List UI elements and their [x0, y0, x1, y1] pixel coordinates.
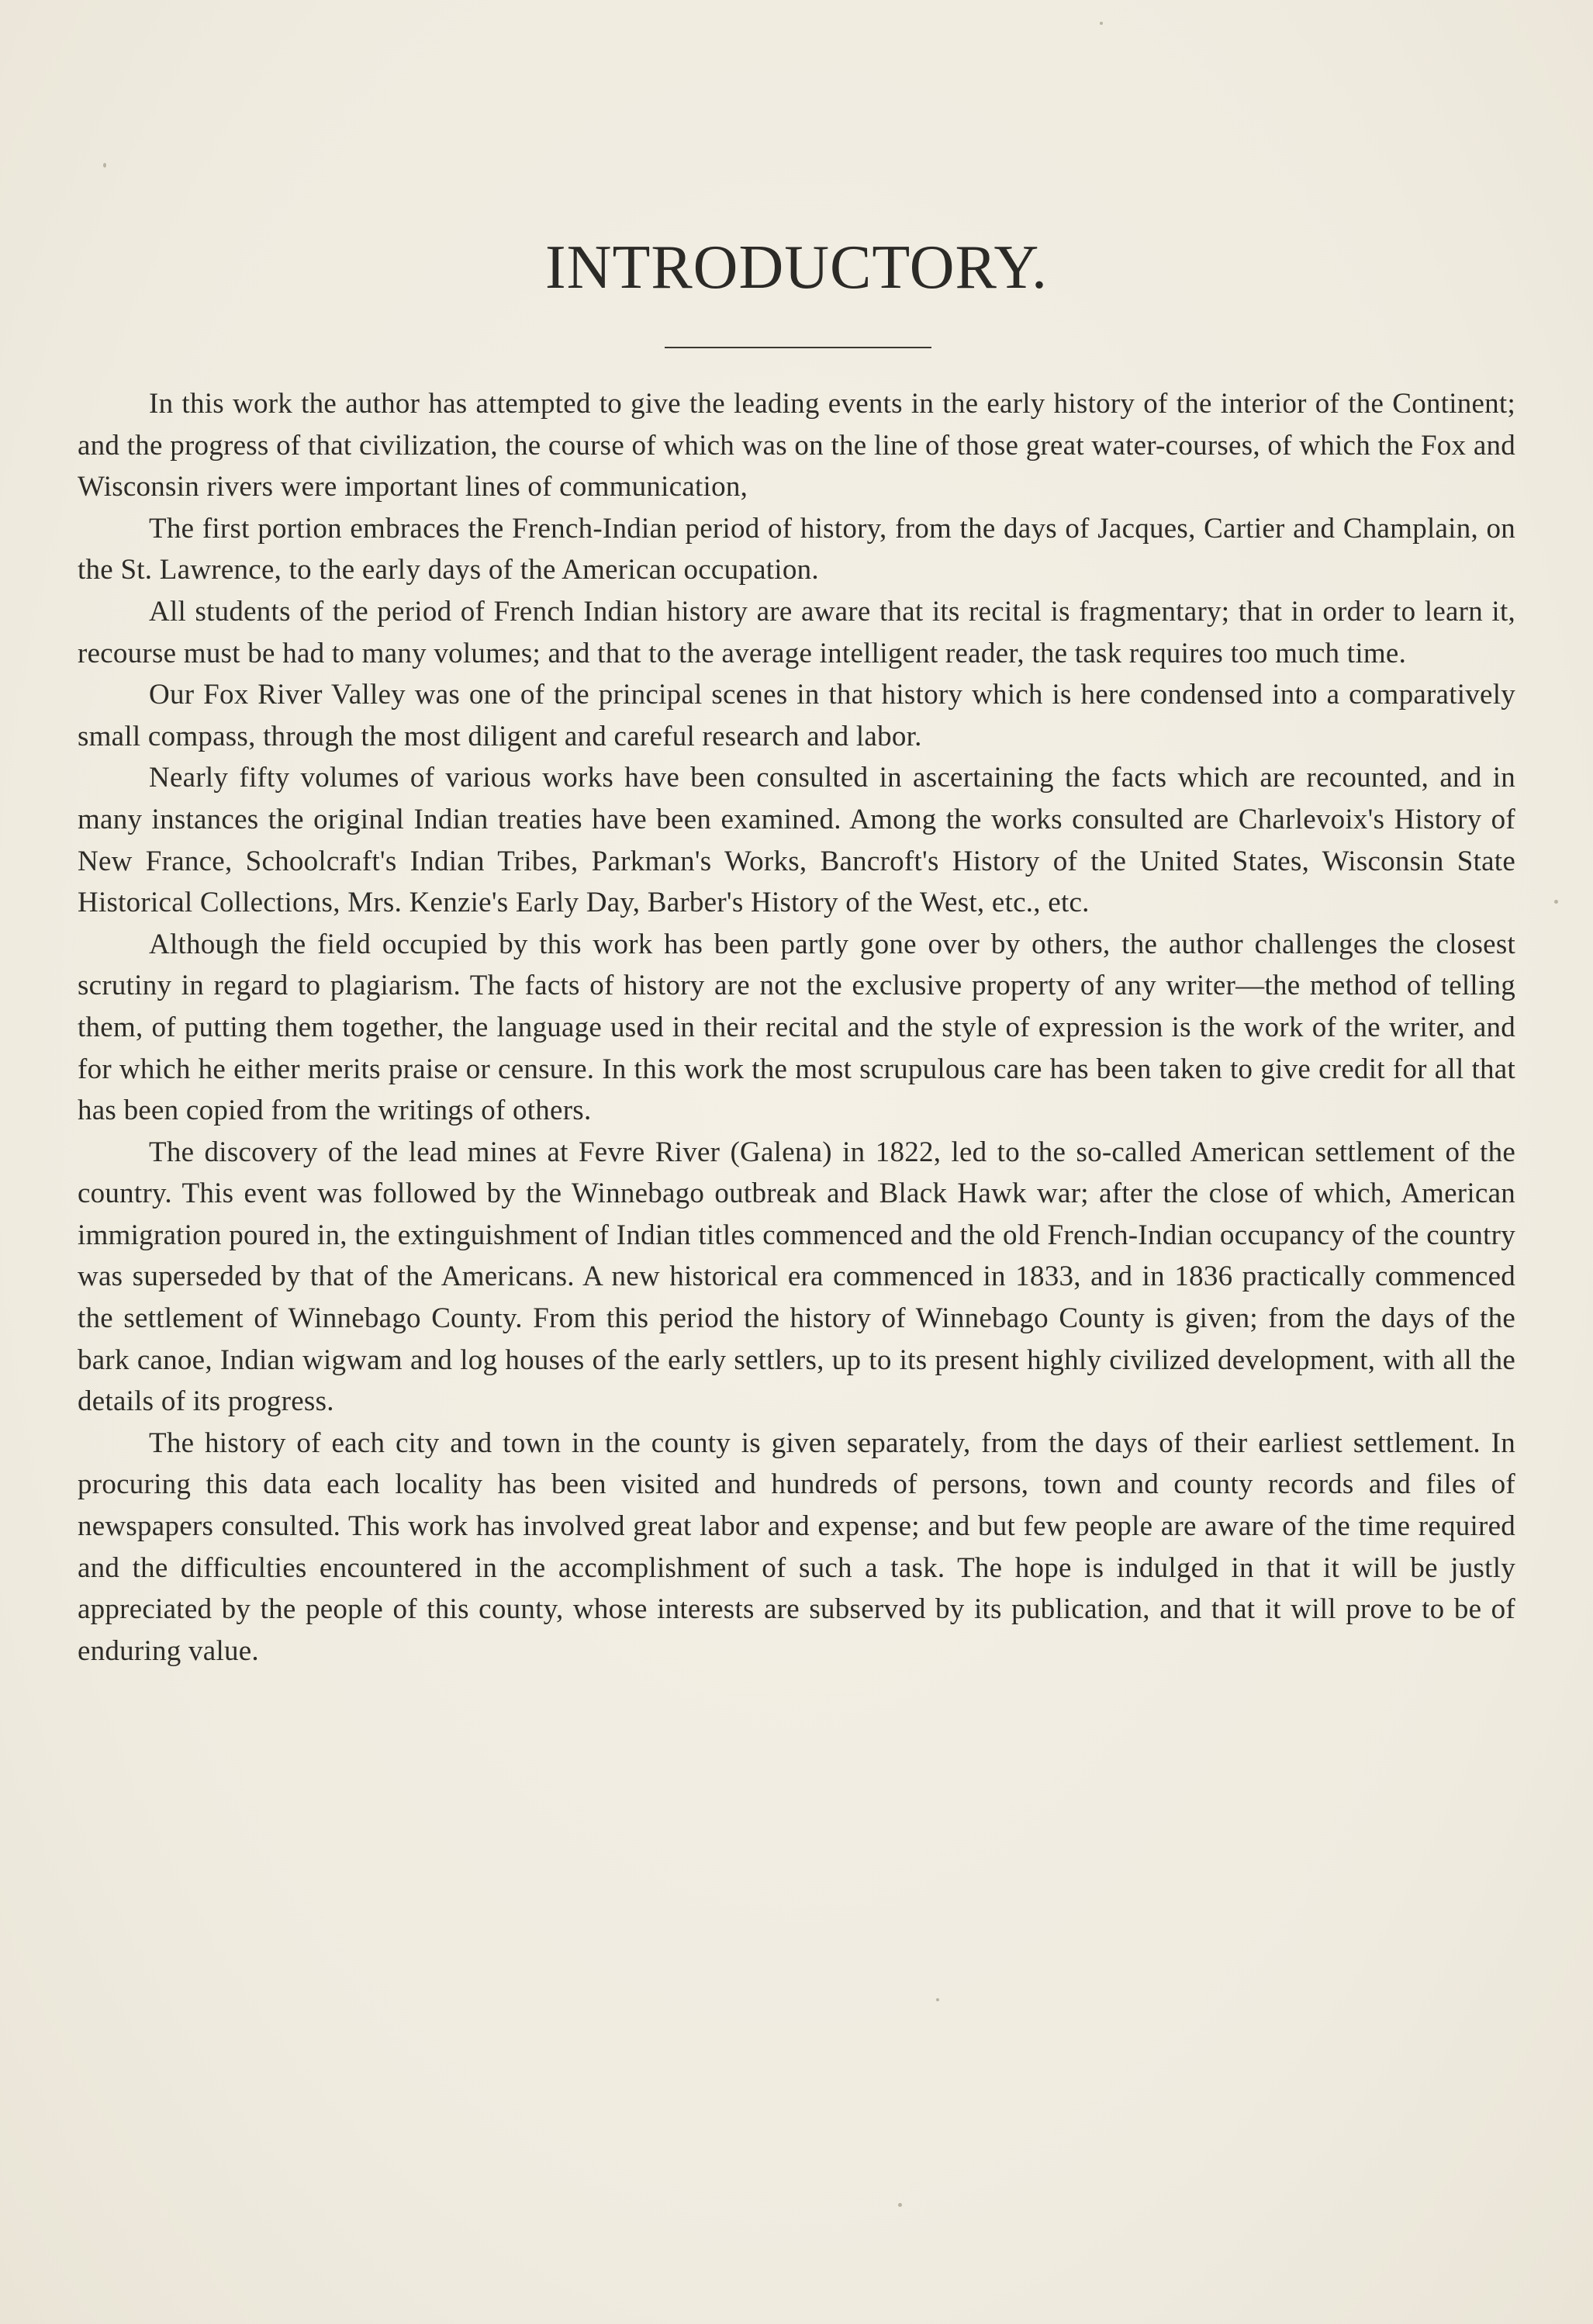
paper-speck [1554, 900, 1558, 904]
paper-speck [936, 1998, 939, 2001]
paragraph-4: Our Fox River Valley was one of the principal scenes in that history which is here condensed into a comparatively small compass, through the most diligent and careful research and labor. [78, 679, 1515, 752]
paragraph-6: Although the field occupied by this work has been partly gone over by others, the author challenges the closest scrutiny in regard to plagiarism. The facts of history are not the exclusive property of any writer—the method of telling them, of putting them together, the language used in their recital and the style of expression is the work of the writer, and for which he either merits praise or censure. In this work the most scrupulous care has been taken to give credit for all that has been copied from the writings of others. [78, 928, 1515, 1127]
paragraph-5: Nearly fifty volumes of various works have been consulted in ascertaining the facts which are recounted, and in many instances the original Indian treaties have been examined. Among the works consulted are Charlevoix's History of New France, Schoolcraft's Indian Tribes, Parkman's Works, Bancroft's History of the United States, Wisconsin State Historical Collections, Mrs. Kenzie's Early Day, Barber's History of the West, etc., etc. [78, 762, 1515, 919]
introduction-text [78, 383, 1515, 1672]
paper-speck [1100, 22, 1103, 25]
paragraph-8: The history of each city and town in the county is given separately, from the days of their earliest settlement. In procuring this data each locality has been visited and hundreds of persons, town and county records and files of newspapers consulted. This work has involved great labor and expense; and but few people are aware of the time required and the difficulties encountered in the accomplishment of such a task. The hope is indulged in that it will be justly appreciated by the people of this county, whose interests are subserved by its publication, and that it will prove to be of enduring value. [78, 1427, 1515, 1667]
paragraph-3: All students of the period of French Indian history are aware that its recital is fragmentary; that in order to learn it, recourse must be had to many volumes; and that to the average intelligent reader, the task requires too much time. [78, 595, 1515, 669]
title-divider [665, 347, 931, 348]
paragraph-1: In this work the author has attempted to give the leading events in the early history of the interior of the Continent; and the progress of that civilization, the course of which was on the line of those great water-courses, of which the Fox and Wisconsin rivers were important lines of communication, [78, 388, 1515, 503]
paragraph-7: The discovery of the lead mines at Fevre River (Galena) in 1822, led to the so-called American settlement of the country. This event was followed by the Winnebago outbreak and Black Hawk war; after the close of which, American immigration poured in, the extinguishment of Indian titles commenced and the old French-Indian occupancy of the country was superseded by that of the Americans. A new historical era commenced in 1833, and in 1836 practically commenced the settlement of Winnebago County. From this period the history of Winnebago County is given; from the days of the bark canoe, Indian wigwam and log houses of the early settlers, up to its present highly civilized development, with all the details of its progress. [78, 1136, 1515, 1418]
paper-speck [103, 163, 106, 168]
paragraph-2: The first portion embraces the French-Indian period of history, from the days of Jacques, Cartier and Champlain, on the St. Lawrence, to the early days of the American occupation. [78, 512, 1515, 586]
paper-speck [898, 2203, 902, 2207]
page-title: INTRODUCTORY. [545, 233, 1048, 302]
